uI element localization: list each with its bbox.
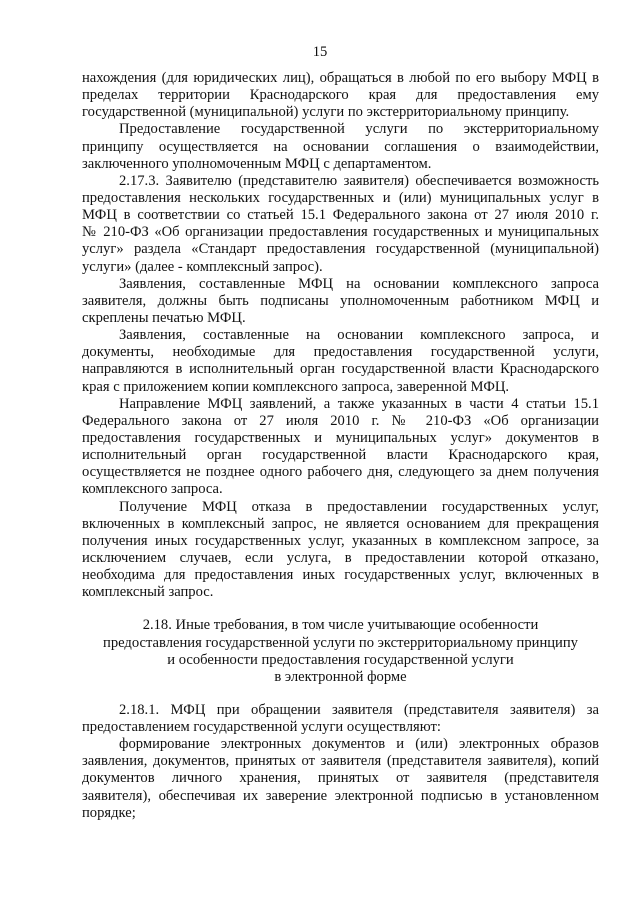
text-line: Получение МФЦ отказа в предоставлении государственных услуг,: [119, 498, 599, 515]
text-line: услуг» раздела «Стандарт предоставления государственной (муниципальной): [82, 241, 599, 258]
text-line: комплексного запроса.: [82, 481, 223, 498]
paragraph: [82, 499, 599, 602]
text-line: 2.18.1. МФЦ при обращении заявителя (представителя заявителя) за: [119, 701, 599, 718]
text-line: края с приложением копии комплексного запроса, заверенной МФЦ.: [82, 378, 510, 395]
text-line: комплексный запрос.: [82, 584, 214, 601]
text-line: Направление МФЦ заявлений, а также указанных в части 4 статьи 15.1: [119, 395, 599, 412]
text-line: получения иных государственных услуг, указанных в комплексном запросе, за: [82, 532, 599, 549]
text-line: порядке;: [82, 804, 136, 821]
text-line: осуществляется не позднее одного рабочего дня, следующего за днем получения: [82, 464, 599, 481]
heading-line: и особенности предоставления государственной услуги: [167, 651, 514, 668]
text-line: заявления, документов, принятых от заявителя (представителя заявителя), копий: [82, 753, 599, 770]
paragraphs-after-heading: [82, 702, 599, 822]
text-line: № 210-ФЗ «Об организации предоставления государственных и муниципальных: [82, 224, 599, 241]
text-line: пределах территории Краснодарского края для предоставления ему: [82, 87, 599, 104]
paragraph: [82, 173, 599, 276]
paragraph: [82, 396, 599, 499]
heading-line: 2.18. Иные требования, в том числе учитывающие особенности: [142, 617, 539, 634]
spacer: [82, 686, 599, 702]
text-line: Заявления, составленные на основании комплексного запроса, и: [119, 327, 599, 344]
spacer: [82, 601, 599, 617]
paragraph: [82, 276, 599, 327]
text-line: предоставления нескольких государственных и (или) муниципальных услуг в: [82, 189, 599, 206]
text-line: нахождения (для юридических лиц), обращаться в любой по его выбору МФЦ в: [82, 70, 599, 86]
text-line: исключением случаев, если услуга, в предоставлении которой отказано,: [82, 549, 599, 566]
paragraph: [82, 121, 599, 172]
paragraphs-before-heading: [82, 70, 599, 601]
text-line: формирование электронных документов и (или) электронных образов: [119, 736, 599, 753]
text-line: документы, необходимые для предоставления государственной услуги,: [82, 344, 599, 361]
text-line: принципу осуществляется на основании соглашения о взаимодействии,: [82, 138, 599, 155]
text-line: предоставления государственных и муниципальных услуг» документов в: [82, 429, 599, 446]
text-line: МФЦ в соответствии со статьей 15.1 Федерального закона от 27 июля 2010 г.: [82, 207, 599, 224]
paragraph: [82, 327, 599, 396]
text-line: направляются в исполнительный орган государственной власти Краснодарского: [82, 361, 599, 378]
paragraph: [82, 70, 599, 121]
text-line: заключенного уполномоченным МФЦ с департаментом.: [82, 155, 432, 172]
text-line: Заявления, составленные МФЦ на основании комплексного запроса: [119, 275, 599, 292]
text-line: заявителя, должны быть подписаны уполномоченным работником МФЦ и: [82, 292, 599, 309]
text-line: Предоставление государственной услуги по экстерриториальному: [119, 121, 599, 138]
text-line: государственной (муниципальной) услуги по экстерриториальному принципу.: [82, 104, 570, 121]
paragraph: [82, 736, 599, 822]
text-line: предоставлением государственной услуги осуществляют:: [82, 719, 441, 736]
text-line: 2.17.3. Заявителю (представителю заявителя) обеспечивается возможность: [119, 172, 599, 189]
text-line: документов личного хранения, принятых от заявителя (представителя: [82, 770, 599, 787]
document-body: [82, 70, 599, 822]
paragraph: [82, 702, 599, 736]
section-heading: [82, 617, 599, 686]
text-line: заявителя), обеспечивая их заверение электронной подписью в установленном: [82, 787, 599, 804]
text-line: необходима для предоставления иных государственных услуг, включенных в: [82, 567, 599, 584]
text-line: услуги» (далее - комплексный запрос).: [82, 258, 323, 275]
page-number: 15: [312, 44, 328, 60]
text-line: исполнительный орган государственной власти Краснодарского края,: [82, 447, 599, 464]
text-line: скреплены печатью МФЦ.: [82, 309, 246, 326]
text-line: включенных в комплексный запрос, не является основанием для прекращения: [82, 515, 599, 532]
heading-line: предоставления государственной услуги по экстерриториальному принципу: [103, 634, 578, 651]
text-line: Федерального закона от 27 июля 2010 г. № 210-ФЗ «Об организации: [82, 412, 599, 429]
heading-line: в электронной форме: [274, 668, 407, 685]
